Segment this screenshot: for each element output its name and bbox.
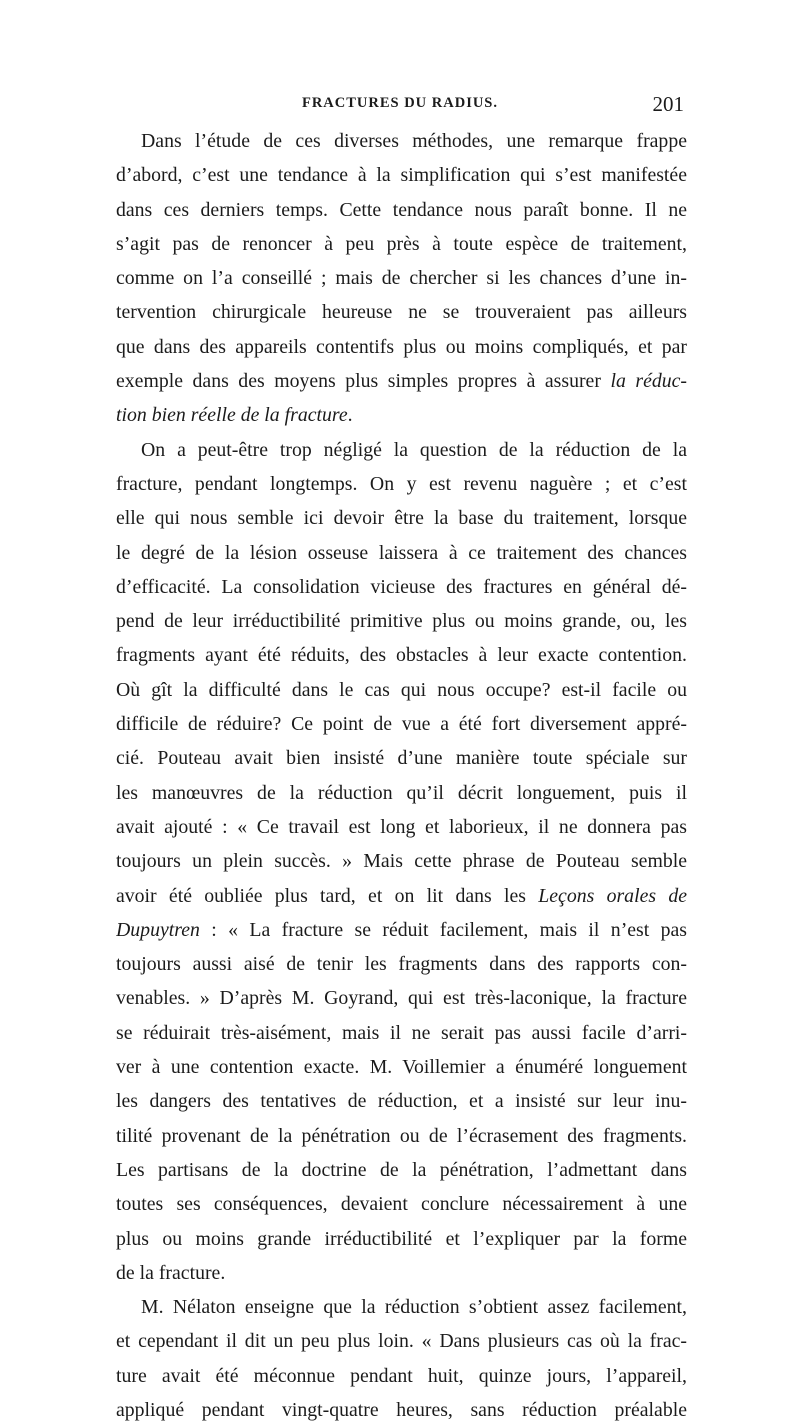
text-line	[116, 536, 687, 570]
text-line	[116, 913, 687, 947]
italic-tail: la réduc-	[610, 370, 687, 393]
line-text: de la fracture.	[116, 1261, 226, 1284]
text-line	[116, 1290, 687, 1324]
text-line	[116, 879, 687, 913]
text-line	[116, 295, 687, 329]
text-line	[116, 1187, 687, 1221]
text-line	[116, 1084, 687, 1118]
text-line	[116, 776, 687, 810]
line-text: On a peut-être trop négligé la question de la réduction de la	[141, 438, 687, 461]
text-line	[116, 1256, 687, 1290]
running-title: FRACTURES DU RADIUS.	[301, 95, 499, 111]
line-text: toutes ses conséquences, devaient conclure nécessairement à une	[116, 1193, 687, 1216]
line-text: Où gît la difficulté dans le cas qui nous occupe? est-il facile ou	[116, 678, 687, 701]
text-line	[116, 467, 687, 501]
italic-tail: Leçons orales de	[538, 884, 687, 907]
line-text: ture avait été méconnue pendant huit, quinze jours, l’appareil,	[116, 1364, 687, 1387]
line-text: dans ces derniers temps. Cette tendance nous paraît bonne. Il ne	[116, 198, 687, 221]
text-line	[116, 364, 687, 398]
line-text: d’abord, c’est une tendance à la simplification qui s’est manifestée	[116, 164, 687, 187]
line-text: venables. » D’après M. Goyrand, qui est très-laconique, la fracture	[116, 987, 687, 1010]
line-text: les dangers des tentatives de réduction, et a insisté sur leur inu-	[116, 1090, 687, 1113]
text-line	[116, 193, 687, 227]
text-line	[116, 124, 687, 158]
line-text: fragments ayant été réduits, des obstacles à leur exacte contention.	[116, 644, 687, 667]
text-line	[116, 741, 687, 775]
text-line	[116, 1393, 687, 1427]
line-text: cié. Pouteau avait bien insisté d’une manière toute spéciale sur	[116, 747, 687, 770]
line-text: avoir été oubliée plus tard, et on lit dans les	[116, 884, 539, 907]
text-line	[116, 398, 687, 432]
text-line	[116, 1324, 687, 1358]
line-text: Les partisans de la doctrine de la pénétration, l’admettant dans	[116, 1158, 687, 1181]
line-text: comme on l’a conseillé ; mais de chercher si les chances d’une in-	[116, 267, 687, 290]
line-text: M. Nélaton enseigne que la réduction s’obtient assez facilement,	[141, 1296, 687, 1319]
line-text: tilité provenant de la pénétration ou de l’écrasement des fragments.	[116, 1124, 687, 1147]
line-text: avait ajouté : « Ce travail est long et laborieux, il ne donnera pas	[116, 815, 687, 838]
line-text-after: : « La fracture se réduit facilement, mais il n’est pas	[199, 918, 687, 941]
text-line	[116, 433, 687, 467]
page-number: 201	[652, 92, 684, 116]
line-text: elle qui nous semble ici devoir être la base du traitement, lorsque	[116, 507, 687, 530]
line-text: difficile de réduire? Ce point de vue a été fort diversement appré-	[116, 713, 687, 736]
text-line	[116, 1016, 687, 1050]
text-line	[116, 158, 687, 192]
text-line	[116, 1119, 687, 1153]
text-line	[116, 330, 687, 364]
line-text: d’efficacité. La consolidation vicieuse des fractures en général dé-	[116, 575, 687, 598]
text-line	[116, 707, 687, 741]
line-text: toujours un plein succès. » Mais cette phrase de Pouteau semble	[116, 850, 687, 873]
text-line	[116, 844, 687, 878]
line-text: les manœuvres de la réduction qu’il décrit longuement, puis il	[116, 781, 687, 804]
text-line	[116, 261, 687, 295]
line-text: toujours aussi aisé de tenir les fragments dans des rapports con-	[116, 953, 687, 976]
text-line	[116, 1359, 687, 1393]
italic-text: Dupuytren	[116, 918, 200, 941]
line-text: ver à une contention exacte. M. Voillemier a énuméré longuement	[116, 1056, 687, 1079]
text-line	[116, 1050, 687, 1084]
line-text: se réduirait très-aisément, mais il ne serait pas aussi facile d’arri-	[116, 1021, 687, 1044]
text-line	[116, 638, 687, 672]
text-line	[116, 673, 687, 707]
text-line	[116, 227, 687, 261]
line-text: le degré de la lésion osseuse laissera à ce traitement des chances	[116, 541, 687, 564]
text-line	[116, 1222, 687, 1256]
line-text: pend de leur irréductibilité primitive plus ou moins grande, ou, les	[116, 610, 687, 633]
text-line	[116, 981, 687, 1015]
line-text: que dans des appareils contentifs plus ou moins compliqués, et par	[116, 335, 687, 358]
italic-text: tion bien réelle de la fracture	[116, 404, 348, 427]
line-text: appliqué pendant vingt-quatre heures, sans réduction préalable	[116, 1398, 687, 1421]
line-text: et cependant il dit un peu plus loin. « Dans plusieurs cas où la frac-	[116, 1330, 687, 1353]
line-text: plus ou moins grande irréductibilité et l’expliquer par la forme	[116, 1227, 687, 1250]
line-text: exemple dans des moyens plus simples propres à assurer	[116, 370, 611, 393]
line-text: tervention chirurgicale heureuse ne se trouveraient pas ailleurs	[116, 301, 687, 324]
text-line	[116, 570, 687, 604]
text-line	[116, 947, 687, 981]
line-text: Dans l’étude de ces diverses méthodes, une remarque frappe	[141, 130, 687, 152]
body-text	[116, 124, 687, 1427]
text-line	[116, 501, 687, 535]
line-text: s’agit pas de renoncer à peu près à toute espèce de traitement,	[116, 232, 687, 255]
text-line	[116, 604, 687, 638]
line-text: fracture, pendant longtemps. On y est revenu naguère ; et c’est	[116, 472, 687, 495]
running-head	[116, 92, 684, 121]
text-line	[116, 810, 687, 844]
line-text-after: .	[347, 404, 353, 427]
text-line	[116, 1153, 687, 1187]
